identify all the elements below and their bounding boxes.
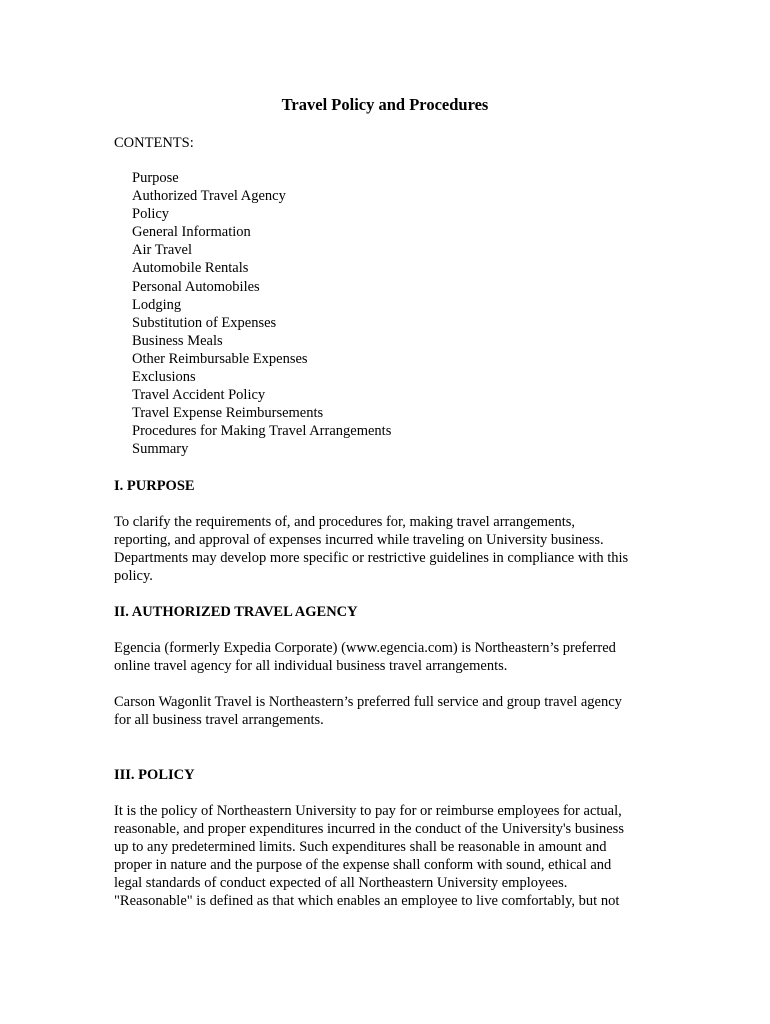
agency-paragraph-carson-wagonlit: [114, 693, 659, 729]
toc-item-air-travel: Air Travel: [132, 242, 193, 259]
section-heading-policy: III. POLICY: [114, 767, 195, 783]
policy-line: up to any predetermined limits. Such expenditures shall be reasonable in amount and: [114, 839, 607, 856]
toc-item-summary: Summary: [132, 441, 189, 458]
toc-item-other-reimbursable-expenses: Other Reimbursable Expenses: [132, 350, 308, 367]
policy-line: It is the policy of Northeastern University to pay for or reimburse employees for actual,: [114, 803, 622, 819]
policy-paragraph: [114, 802, 659, 911]
policy-line: proper in nature and the purpose of the expense shall conform with sound, ethical and: [114, 857, 612, 874]
toc-item-purpose: Purpose: [132, 170, 179, 186]
toc-item-personal-automobiles: Personal Automobiles: [132, 278, 260, 295]
agency-line: Carson Wagonlit Travel is Northeastern’s preferred full service and group travel agency: [114, 694, 622, 710]
table-of-contents: [132, 169, 391, 459]
toc-item-lodging: Lodging: [132, 296, 182, 313]
policy-line: legal standards of conduct expected of all Northeastern University employees.: [114, 875, 568, 892]
agency-paragraph-egencia: [114, 639, 659, 675]
purpose-line: To clarify the requirements of, and procedures for, making travel arrangements,: [114, 514, 576, 530]
purpose-line: reporting, and approval of expenses incurred while traveling on University business.: [114, 532, 604, 549]
policy-line: "Reasonable" is defined as that which enables an employee to live comfortably, but not: [114, 893, 620, 910]
document-title: Travel Policy and Procedures: [281, 95, 489, 114]
toc-item-travel-accident-policy: Travel Accident Policy: [132, 387, 266, 404]
agency-line: online travel agency for all individual business travel arrangements.: [114, 658, 508, 675]
toc-item-travel-expense-reimbursements: Travel Expense Reimbursements: [132, 405, 324, 422]
toc-item-automobile-rentals: Automobile Rentals: [132, 260, 249, 277]
toc-item-exclusions: Exclusions: [132, 369, 196, 386]
toc-item-general-information: General Information: [132, 224, 251, 241]
contents-label: CONTENTS:: [114, 135, 194, 151]
toc-item-substitution-of-expenses: Substitution of Expenses: [132, 314, 277, 331]
toc-item-policy: Policy: [132, 206, 170, 223]
purpose-line: Departments may develop more specific or restrictive guidelines in compliance with this: [114, 550, 629, 567]
policy-line: reasonable, and proper expenditures incurred in the conduct of the University's business: [114, 821, 624, 838]
section-heading-authorized-travel-agency: II. AUTHORIZED TRAVEL AGENCY: [114, 604, 358, 620]
agency-line: Egencia (formerly Expedia Corporate) (www.egencia.com) is Northeastern’s preferred: [114, 640, 616, 656]
toc-item-business-meals: Business Meals: [132, 332, 223, 349]
toc-item-authorized-travel-agency: Authorized Travel Agency: [132, 188, 286, 205]
purpose-paragraph: [114, 513, 659, 585]
section-heading-purpose: I. PURPOSE: [114, 478, 195, 494]
purpose-line: policy.: [114, 568, 153, 585]
agency-line: for all business travel arrangements.: [114, 712, 324, 729]
toc-item-procedures-for-making-travel-arrangements: Procedures for Making Travel Arrangements: [132, 423, 392, 440]
